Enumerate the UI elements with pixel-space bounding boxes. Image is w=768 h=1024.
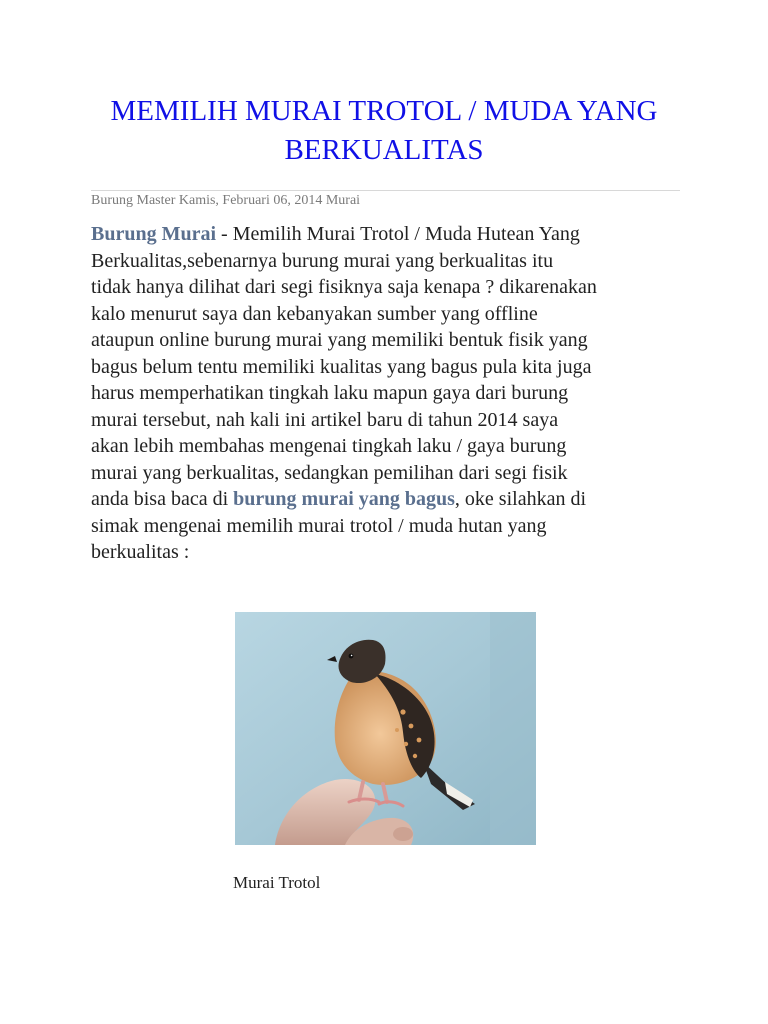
post-title[interactable] bbox=[60, 92, 708, 170]
article-line bbox=[91, 221, 691, 248]
post-title-line-2[interactable]: BERKUALITAS bbox=[284, 134, 484, 166]
article-body bbox=[91, 221, 691, 566]
article-line: kalo menurut saya dan kebanyakan sumber yang offline bbox=[91, 302, 538, 325]
article-line: Berkualitas,sebenarnya burung murai yang berkualitas itu bbox=[91, 249, 554, 272]
article-text: , oke silahkan di bbox=[454, 488, 587, 510]
article-line bbox=[91, 486, 691, 513]
bird-photo-icon[interactable] bbox=[235, 612, 536, 845]
post-title-line-1[interactable]: MEMILIH MURAI TROTOL / MUDA YANG bbox=[110, 95, 658, 127]
article-line: murai tersebut, nah kali ini artikel baru di tahun 2014 saya bbox=[91, 408, 559, 431]
article-line: ataupun online burung murai yang memiliki bentuk fisik yang bbox=[91, 329, 588, 351]
post-meta: Burung Master Kamis, Februari 06, 2014 Murai bbox=[91, 193, 361, 208]
meta-divider bbox=[91, 190, 680, 191]
burung-murai-link[interactable]: Burung Murai bbox=[91, 223, 217, 245]
article-line: bagus belum tentu memiliki kualitas yang bagus pula kita juga bbox=[91, 355, 592, 378]
article-line: akan lebih membahas mengenai tingkah laku / gaya burung bbox=[91, 435, 567, 457]
bird-photo-svg bbox=[235, 612, 536, 845]
article-line: tidak hanya dilihat dari segi fisiknya saja kenapa ? dikarenakan bbox=[91, 276, 597, 298]
article-line: berkualitas : bbox=[91, 541, 190, 563]
article-line: simak mengenai memilih murai trotol / muda hutan yang bbox=[91, 514, 547, 537]
article-line: harus memperhatikan tingkah laku mapun gaya dari burung bbox=[91, 382, 569, 404]
article-text: anda bisa baca di bbox=[91, 488, 234, 510]
article-line: murai yang berkualitas, sedangkan pemilihan dari segi fisik bbox=[91, 461, 568, 484]
burung-murai-yang-bagus-link[interactable]: burung murai yang bagus bbox=[233, 488, 455, 510]
image-caption: Murai Trotol bbox=[233, 873, 321, 892]
article-text: - Memilih Murai Trotol / Muda Hutean Yang bbox=[216, 223, 580, 245]
